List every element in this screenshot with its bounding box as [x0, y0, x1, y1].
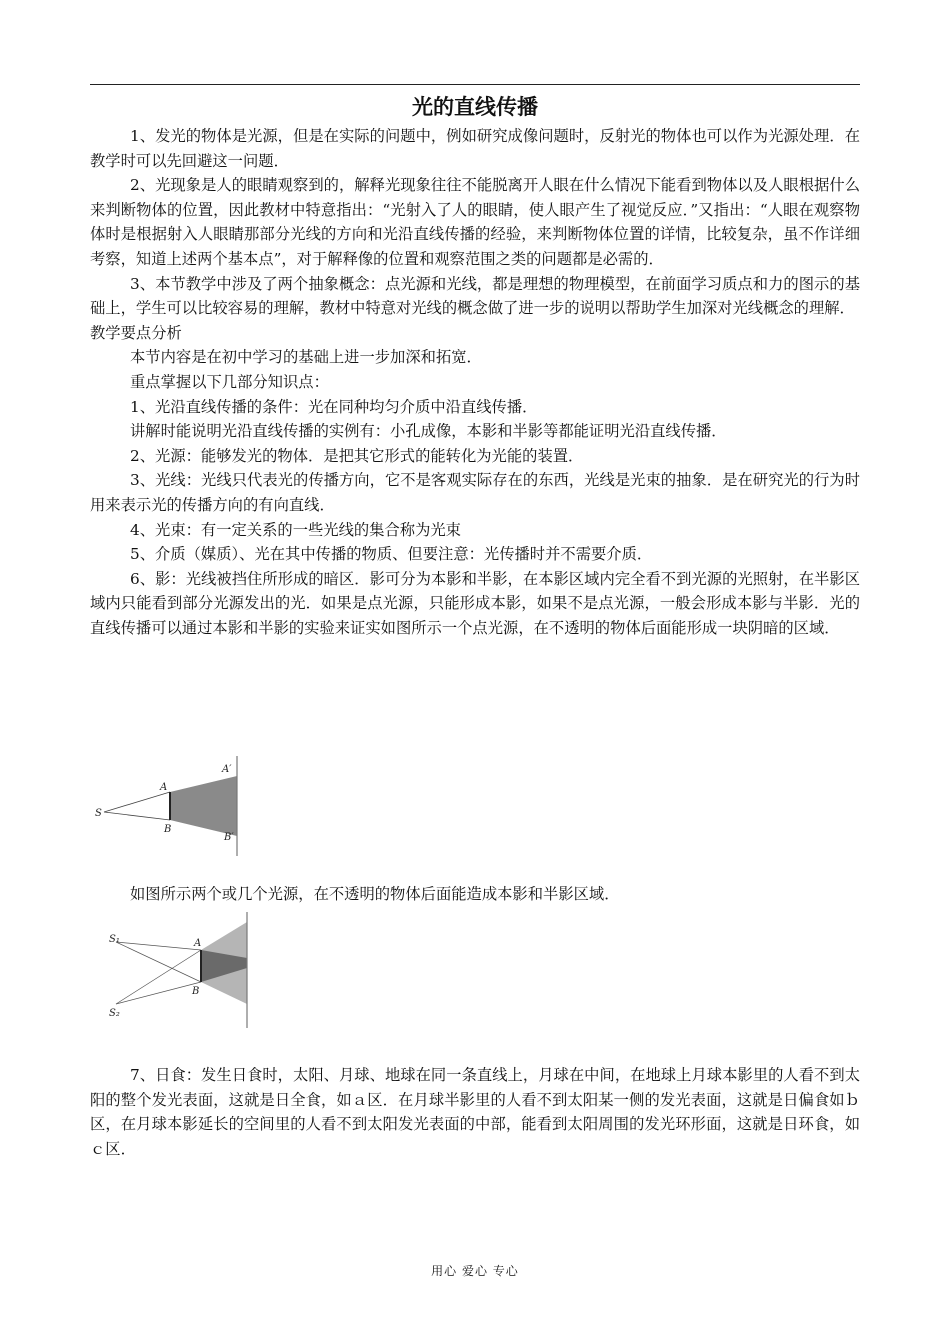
- label-s1: S₁: [109, 934, 120, 945]
- shadow-region: [170, 776, 237, 836]
- paragraph: 讲解时能说明光沿直线传播的实例有：小孔成像，本影和半影等都能证明光沿直线传播．: [130, 422, 727, 441]
- label-b: B: [192, 986, 200, 997]
- page-footer: 用心 爱心 专心: [431, 1264, 519, 1278]
- label-b-prime: B′: [224, 832, 234, 843]
- paragraph: 4、光束：有一定关系的一些光线的集合称为光束: [130, 520, 461, 539]
- umbra-diagram: [92, 756, 252, 856]
- penumbra-diagram: [104, 912, 264, 1028]
- label-a: A: [194, 938, 202, 949]
- paragraph: 2、光源：能够发光的物体．是把其它形式的能转化为光能的装置．: [130, 446, 584, 465]
- figure-caption: 如图所示两个或几个光源，在不透明的物体后面能造成本影和半影区域．: [130, 885, 620, 903]
- label-b: B: [164, 824, 172, 835]
- section-heading: 教学要点分析: [90, 323, 182, 342]
- label-a: A: [160, 782, 168, 793]
- paragraph: 1、光沿直线传播的条件：光在同种均匀介质中沿直线传播．: [130, 397, 538, 416]
- paragraph: 2、光现象是人的眼睛观察到的，解释光现象往往不能脱离开人眼在什么情况下能看到物体以及人眼根据什么来判断物体的位置，因此教材中特意指出：“光射入了人的眼睛，使人眼产生了视觉反应．”又指出：“人眼在观察物体时是根据射入人眼睛那部分光线的方向和光沿直线传播的经验，来判断物体位置的详情，比较复杂，虽不作详细考察，知道上述两个基本点”，对于解释像的位置和观察范围之类的问题都是必需的．: [90, 176, 860, 268]
- paragraph: 7、日食：发生日食时，太阳、月球、地球在同一条直线上，月球在中间，在地球上月球本影里的人看不到太阳的整个发光表面，这就是日全食，如ａ区．在月球半影里的人看不到太阳某一侧的发光表面，这就是日偏食如ｂ区，在月球本影延长的空间里的人看不到太阳发光表面的中部，能看到太阳周围的发光环形面，这就是日环食，如ｃ区．: [90, 1066, 860, 1158]
- label-a-prime: A′: [222, 764, 232, 775]
- paragraph: 本节内容是在初中学习的基础上进一步加深和拓宽．: [130, 348, 482, 367]
- paragraph: 3、光线：光线只代表光的传播方向，它不是客观实际存在的东西，光线是光束的抽象．是在研究光的行为时用来表示光的传播方向的有向直线．: [90, 471, 860, 514]
- paragraph: 5、介质（媒质）、光在其中传播的物质、但要注意：光传播时并不需要介质．: [130, 545, 653, 564]
- document-body-continued: [90, 1063, 860, 1161]
- paragraph: 3、本节教学中涉及了两个抽象概念：点光源和光线，都是理想的物理模型，在前面学习质点和力的图示的基础上，学生可以比较容易的理解，教材中特意对光线的概念做了进一步的说明以帮助学生加深对光线概念的理解．: [90, 274, 860, 318]
- paragraph: 重点掌握以下几部分知识点：: [130, 372, 329, 391]
- label-s: S: [95, 808, 102, 819]
- paragraph: 6、影：光线被挡住所形成的暗区．影可分为本影和半影，在本影区域内完全看不到光源的光照射，在半影区域内只能看到部分光源发出的光．如果是点光源，只能形成本影，如果不是点光源，一般会形成本影与半影．光的直线传播可以通过本影和半影的实验来证实如图所示一个点光源，在不透明的物体后面能形成一块阴暗的区域．: [90, 569, 860, 637]
- paragraph: 1、发光的物体是光源，但是在实际的问题中，例如研究成像问题时，反射光的物体也可以作为光源处理．在教学时可以先回避这一问题．: [90, 127, 860, 170]
- header-rule: [90, 84, 860, 85]
- document-body: [90, 124, 860, 640]
- label-s2: S₂: [109, 1008, 120, 1019]
- page-title: 光的直线传播: [412, 95, 538, 119]
